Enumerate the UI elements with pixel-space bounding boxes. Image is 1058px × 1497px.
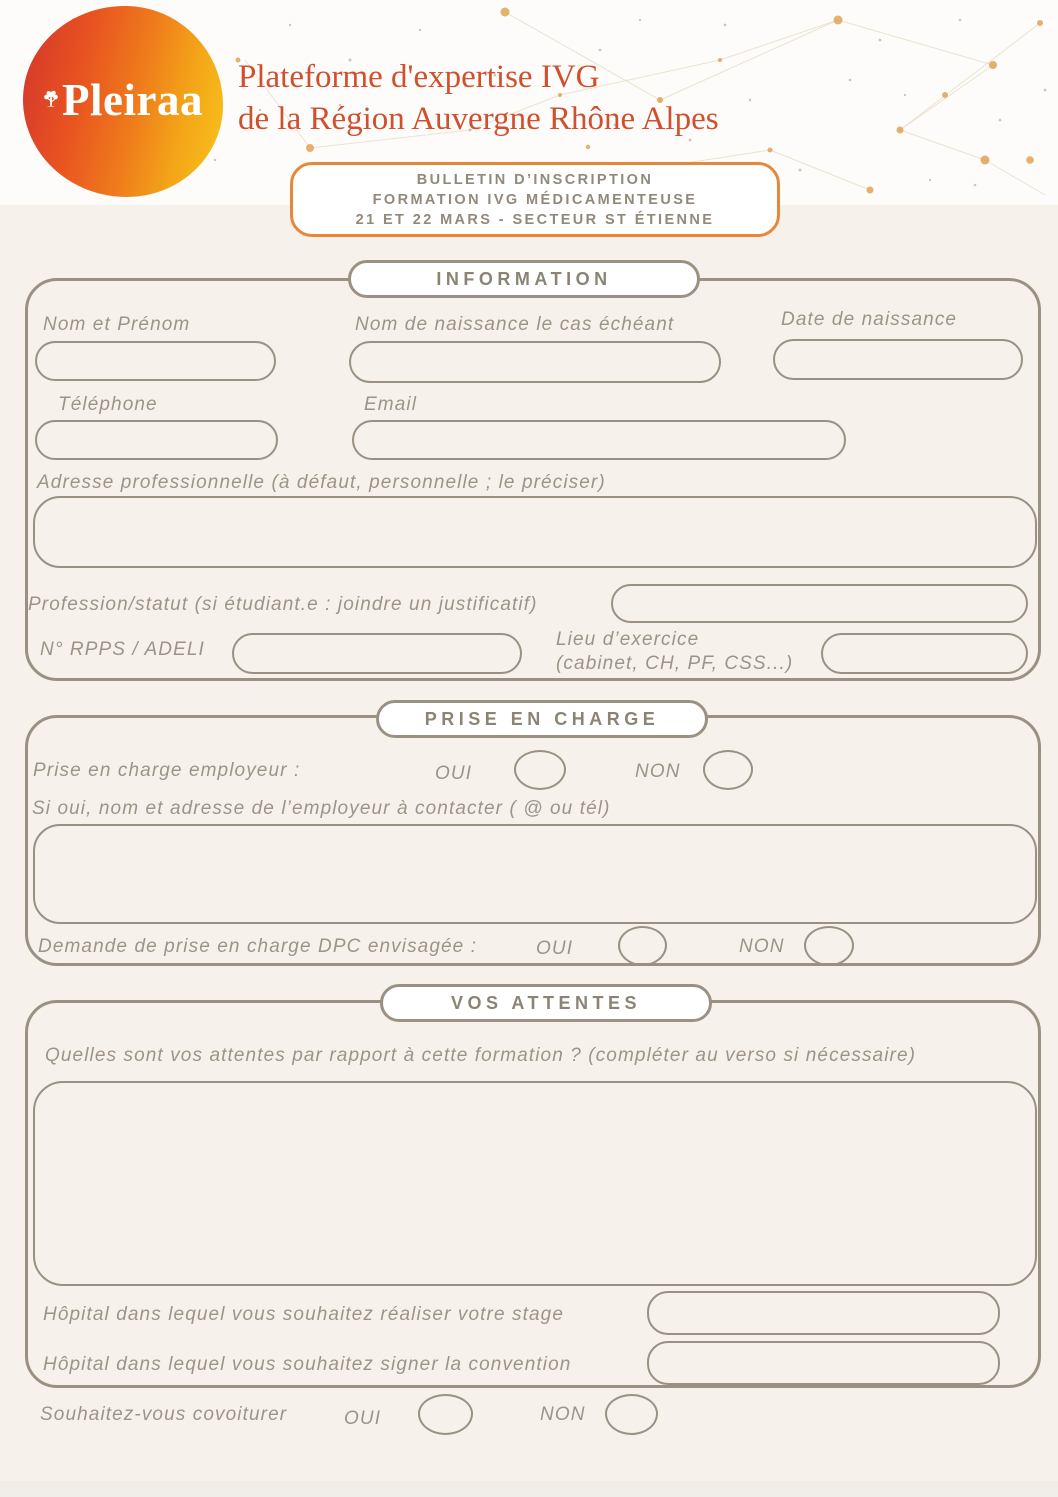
attentes-question-label: Quelles sont vos attentes par rapport à cette formation ? (compléter au verso si nécessaire) [45,1045,917,1066]
lieu-exercice-field[interactable] [821,633,1028,674]
section-prise-en-charge [25,708,1041,966]
employeur-oui-label: OUI [435,763,473,784]
section-vos-attentes [25,992,1041,1388]
registration-banner [290,162,780,237]
covoiturage-non-label: NON [540,1404,586,1425]
page-title-line2: de la Région Auvergne Rhône Alpes [238,101,719,137]
adresse-label: Adresse professionnelle (à défaut, personnelle ; le préciser) [37,472,606,493]
rpps-label: N° RPPS / ADELI [40,639,205,660]
banner-line2: FORMATION IVG MÉDICAMENTEUSE [372,191,698,208]
employeur-oui-checkbox[interactable] [514,750,566,790]
section-prise-en-charge-title [376,700,708,738]
section-vos-attentes-title [380,984,712,1022]
dpc-non-label: NON [739,936,785,957]
employeur-label: Prise en charge employeur : [33,760,301,781]
section-information-title [348,260,700,298]
logo-wordmark: Pleiraa [62,74,203,125]
profession-label: Profession/statut (si étudiant.e : joindre un justificatif) [28,594,538,615]
lieu-exercice-label-line2: (cabinet, CH, PF, CSS...) [556,653,794,674]
email-label: Email [364,394,418,415]
si-oui-label: Si oui, nom et adresse de l’employeur à contacter ( @ ou tél) [32,798,611,819]
dpc-label: Demande de prise en charge DPC envisagée : [38,936,478,957]
footer-strip [0,1481,1058,1497]
covoiturage-non-checkbox[interactable] [605,1394,658,1435]
rpps-field[interactable] [232,633,522,674]
attentes-field[interactable] [33,1081,1037,1286]
telephone-label: Téléphone [58,394,158,415]
nom-prenom-field[interactable] [35,341,276,381]
nom-naissance-field[interactable] [349,341,721,383]
covoiturage-oui-label: OUI [344,1408,382,1429]
telephone-field[interactable] [35,420,278,460]
hopital-stage-label: Hôpital dans lequel vous souhaitez réaliser votre stage [43,1304,564,1325]
nom-naissance-label: Nom de naissance le cas échéant [355,314,675,335]
profession-field[interactable] [611,584,1028,623]
email-field[interactable] [352,420,846,460]
section-information-title-text: INFORMATION [436,268,612,289]
section-prise-en-charge-title-text: PRISE EN CHARGE [424,708,660,729]
nom-prenom-label: Nom et Prénom [43,314,191,335]
covoiturage-label: Souhaitez-vous covoiturer [40,1404,288,1425]
employeur-non-checkbox[interactable] [703,750,753,790]
lieu-exercice-label-line1: Lieu d’exercice [556,629,700,650]
pleiraa-logo [23,6,223,197]
section-vos-attentes-title-text: VOS ATTENTES [450,992,641,1013]
dpc-oui-checkbox[interactable] [618,926,667,966]
adresse-field[interactable] [33,496,1037,568]
banner-line1: BULLETIN D’INSCRIPTION [416,171,654,188]
date-naissance-label: Date de naissance [781,309,958,330]
employeur-contact-field[interactable] [33,824,1037,924]
date-naissance-field[interactable] [773,339,1023,380]
dpc-oui-label: OUI [536,938,574,959]
hopital-convention-field[interactable] [647,1341,1000,1385]
hopital-stage-field[interactable] [647,1291,1000,1335]
covoiturage-oui-checkbox[interactable] [418,1394,473,1435]
section-information [25,268,1041,681]
employeur-non-label: NON [635,761,681,782]
dpc-non-checkbox[interactable] [804,926,854,966]
banner-line3: 21 ET 22 MARS - SECTEUR ST ÉTIENNE [355,211,715,228]
page-title [238,56,719,140]
tree-icon [43,82,59,118]
hopital-convention-label: Hôpital dans lequel vous souhaitez signer la convention [43,1354,572,1375]
page-title-line1: Plateforme d'expertise IVG [238,59,600,95]
